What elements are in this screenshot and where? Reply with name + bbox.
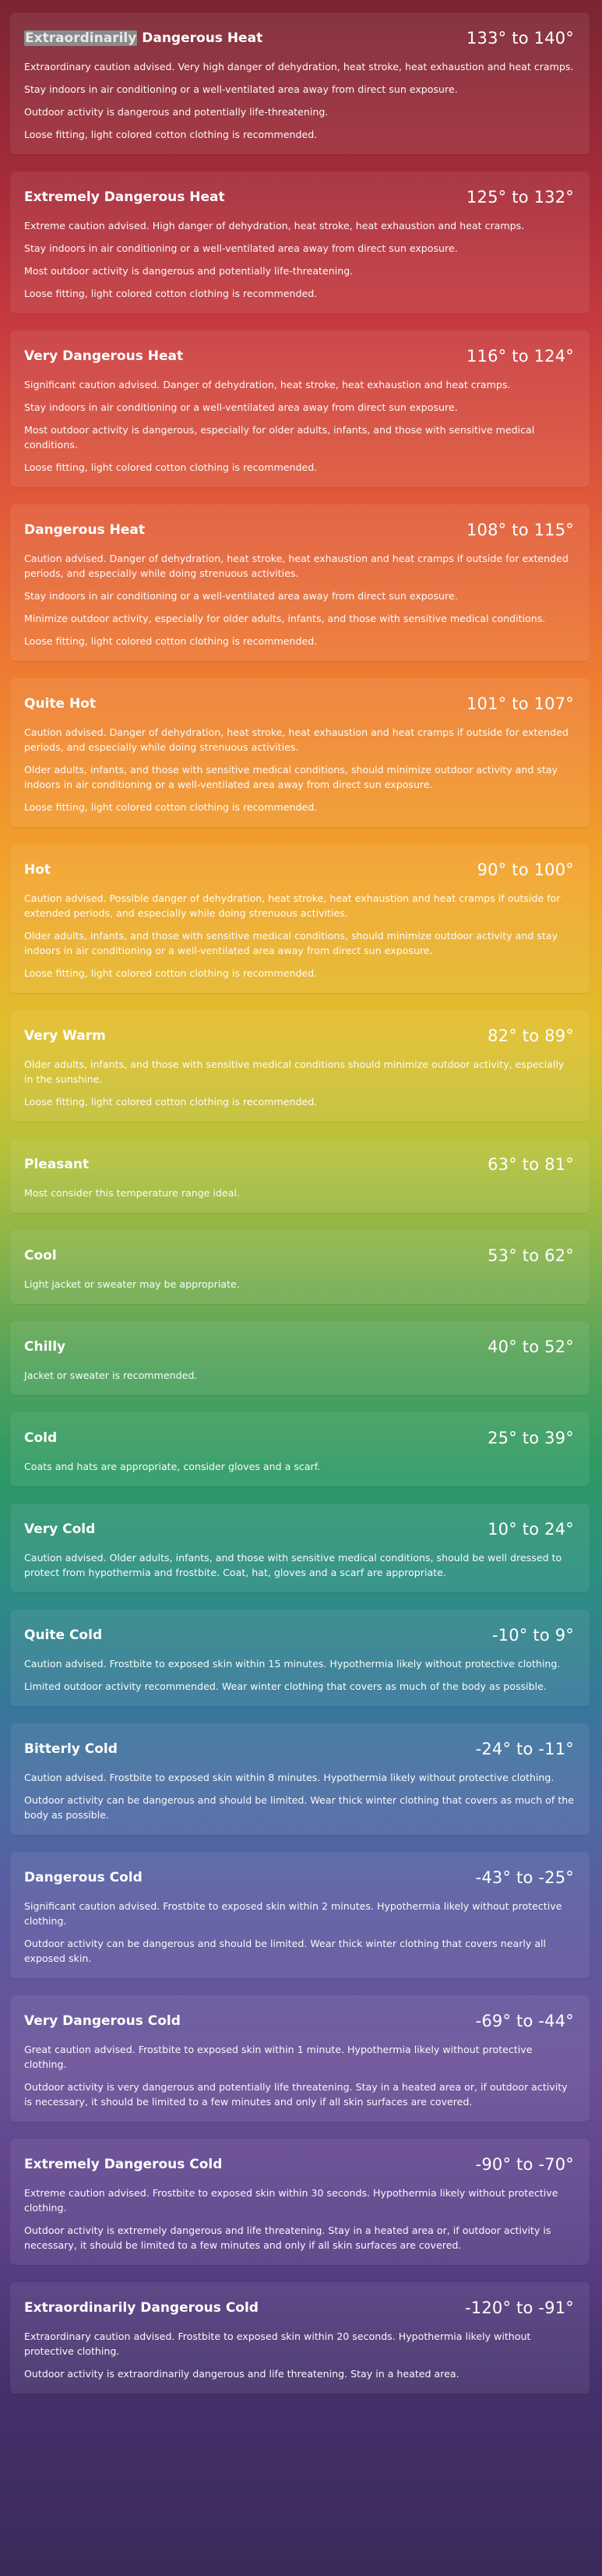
- category-title: Quite Cold: [24, 1627, 103, 1643]
- temperature-category-card: [10, 2282, 590, 2394]
- advisory-text: Significant caution advised. Frostbite to exposed skin within 2 minutes. Hypothermia likely without protective clothing.: [24, 1900, 562, 1927]
- advisory-text: Stay indoors in air conditioning or a well-ventilated area away from direct sun exposure.: [24, 590, 458, 602]
- temperature-range: -10° to 9°: [491, 1626, 574, 1645]
- advisory-text: Most outdoor activity is dangerous and potentially life-threatening.: [24, 265, 354, 277]
- temperature-range: 116° to 124°: [466, 347, 574, 366]
- temperature-category-card: [10, 1723, 590, 1835]
- category-title: Extremely Dangerous Heat: [24, 189, 225, 205]
- temperature-range: 108° to 115°: [466, 521, 574, 539]
- category-title: Quite Hot: [24, 696, 96, 712]
- category-title: Very Dangerous Cold: [24, 2013, 181, 2029]
- category-title: Chilly: [24, 1339, 66, 1355]
- temperature-range: -120° to -91°: [465, 2299, 574, 2317]
- category-title: Extremely Dangerous Cold: [24, 2157, 223, 2172]
- temperature-category-card: [10, 1995, 590, 2122]
- card-header: [24, 1337, 574, 1357]
- advisory-text: Older adults, infants, and those with sensitive medical conditions should minimize outdoor activity, especially in the sunshine.: [24, 1058, 565, 1085]
- advisory-text: Outdoor activity can be dangerous and should be limited. Wear thick winter clothing that covers nearly all exposed skin.: [24, 1938, 547, 1964]
- advisory-text: Limited outdoor activity recommended. Wear winter clothing that covers as much of the body as possible.: [24, 1680, 547, 1692]
- category-title: Hot: [24, 862, 51, 878]
- advisory-text: Caution advised. Frostbite to exposed skin within 8 minutes. Hypothermia likely without protective clothing.: [24, 1772, 554, 1783]
- temperature-category-card: [10, 1412, 590, 1486]
- card-header: [24, 520, 574, 540]
- advisory-text: Loose fitting, light colored cotton clothing is recommended.: [24, 288, 318, 299]
- advisory-text: Loose fitting, light colored cotton clothing is recommended.: [24, 461, 318, 473]
- category-title: Very Dangerous Heat: [24, 348, 184, 364]
- card-header: [24, 694, 574, 714]
- advisory-text: Outdoor activity can be dangerous and should be limited. Wear thick winter clothing that covers as much of the body as possible.: [24, 1794, 574, 1821]
- category-title: Dangerous Cold: [24, 1870, 143, 1885]
- category-title: Bitterly Cold: [24, 1741, 118, 1757]
- advisory-text: Outdoor activity is very dangerous and potentially life threatening. Stay in a heated area or, if outdoor activity is necessary, it should be limited to a few minutes and only if all skin surfaces are covered.: [24, 2081, 568, 2108]
- temperature-range: 82° to 89°: [488, 1027, 574, 1045]
- advisory-text: Extraordinary caution advised. Very high danger of dehydration, heat stroke, heat exhaustion and heat cramps.: [24, 61, 574, 72]
- card-header: [24, 1154, 574, 1175]
- advisory-text: Caution advised. Older adults, infants, and those with sensitive medical conditions, should be well dressed to protect from hypothermia and frostbite. Coat, hat, gloves and a scarf are appropriate.: [24, 1552, 562, 1578]
- advisory-text: Light jacket or sweater may be appropriate.: [24, 1278, 240, 1290]
- advisory-text: Outdoor activity is dangerous and potentially life-threatening.: [24, 106, 329, 118]
- category-title-text: Dangerous Heat: [137, 30, 263, 46]
- temperature-category-card: [10, 2139, 590, 2265]
- temperature-range: 10° to 24°: [488, 1520, 574, 1539]
- temperature-range: 63° to 81°: [488, 1155, 574, 1174]
- category-title: Cool: [24, 1248, 57, 1263]
- temperature-category-card: [10, 330, 590, 487]
- advisory-text: Stay indoors in air conditioning or a well-ventilated area away from direct sun exposure.: [24, 242, 458, 254]
- temperature-range: -24° to -11°: [475, 1740, 574, 1758]
- temperature-range: 53° to 62°: [488, 1246, 574, 1265]
- temperature-category-card: [10, 1010, 590, 1122]
- temperature-range: -69° to -44°: [475, 2012, 574, 2030]
- temperature-range: -43° to -25°: [475, 1868, 574, 1887]
- category-title: Dangerous Heat: [24, 522, 145, 538]
- temperature-category-card: [10, 504, 590, 661]
- advisory-text: Extreme caution advised. Frostbite to exposed skin within 30 seconds. Hypothermia likely without protective clothing.: [24, 2187, 558, 2214]
- temperature-range: 90° to 100°: [477, 860, 574, 879]
- advisory-text: Jacket or sweater is recommended.: [24, 1369, 198, 1381]
- advisory-text: Caution advised. Danger of dehydration, heat stroke, heat exhaustion and heat cramps if outside for extended periods, and especially while doing strenuous activities.: [24, 553, 569, 579]
- temperature-category-card: [10, 1852, 590, 1978]
- advisory-text: Minimize outdoor activity, especially for older adults, infants, and those with sensitive medical conditions.: [24, 613, 546, 624]
- category-title: Very Cold: [24, 1521, 96, 1537]
- temperature-category-card: [10, 1504, 590, 1592]
- temperature-category-card: [10, 844, 590, 993]
- card-header: [24, 2298, 574, 2318]
- temperature-category-card: [10, 171, 590, 313]
- temperature-category-card: [10, 1230, 590, 1304]
- card-header: [24, 1428, 574, 1448]
- advisory-text: Loose fitting, light colored cotton clothing is recommended.: [24, 967, 318, 979]
- category-title: Extraordinarily Dangerous Cold: [24, 2300, 259, 2316]
- advisory-text: Outdoor activity is extremely dangerous and life threatening. Stay in a heated area or, if outdoor activity is necessary, it should be limited to a few minutes and only if all skin surfaces are covered.: [24, 2224, 551, 2251]
- card-header: [24, 1519, 574, 1539]
- card-header: [24, 28, 574, 48]
- advisory-text: Coats and hats are appropriate, consider gloves and a scarf.: [24, 1461, 321, 1472]
- temperature-range: 101° to 107°: [466, 694, 574, 713]
- card-header: [24, 1868, 574, 1888]
- advisory-text: Significant caution advised. Danger of dehydration, heat stroke, heat exhaustion and heat cramps.: [24, 379, 511, 390]
- category-title: [24, 29, 262, 48]
- card-header: [24, 1625, 574, 1645]
- temperature-category-card: [10, 678, 590, 827]
- temperature-range: 40° to 52°: [488, 1337, 574, 1356]
- category-title: Pleasant: [24, 1157, 90, 1172]
- temperature-range: 25° to 39°: [488, 1429, 574, 1447]
- advisory-text: Most outdoor activity is dangerous, especially for older adults, infants, and those with sensitive medical conditions.: [24, 424, 535, 451]
- advisory-text: Loose fitting, light colored cotton clothing is recommended.: [24, 635, 318, 647]
- card-header: [24, 1026, 574, 1046]
- card-header: [24, 1246, 574, 1266]
- card-header: [24, 2011, 574, 2031]
- temperature-category-card: [10, 12, 590, 154]
- temperature-range: 125° to 132°: [466, 188, 574, 207]
- temperature-range: -90° to -70°: [475, 2155, 574, 2174]
- advisory-text: Extreme caution advised. High danger of dehydration, heat stroke, heat exhaustion and heat cramps.: [24, 220, 525, 231]
- advisory-text: Older adults, infants, and those with sensitive medical conditions, should minimize outdoor activity and stay indoors in air conditioning or a well-ventilated area away from direct sun exposure.: [24, 764, 558, 790]
- category-title: Very Warm: [24, 1028, 106, 1044]
- temperature-category-card: [10, 1610, 590, 1706]
- advisory-text: Most consider this temperature range ideal.: [24, 1187, 240, 1199]
- card-header: [24, 346, 574, 366]
- advisory-text: Caution advised. Possible danger of dehydration, heat stroke, heat exhaustion and heat cramps if outside for extended periods, and especially while doing strenuous activities.: [24, 892, 561, 919]
- card-header: [24, 860, 574, 880]
- advisory-text: Great caution advised. Frostbite to exposed skin within 1 minute. Hypothermia likely without protective clothing.: [24, 2044, 533, 2070]
- card-header: [24, 187, 574, 207]
- temperature-category-card: [10, 1321, 590, 1395]
- card-header: [24, 1739, 574, 1759]
- advisory-text: Loose fitting, light colored cotton clothing is recommended.: [24, 129, 318, 140]
- temperature-range: 133° to 140°: [466, 29, 574, 48]
- category-title: Cold: [24, 1430, 58, 1446]
- temperature-category-card: [10, 1139, 590, 1213]
- advisory-text: Loose fitting, light colored cotton clothing is recommended.: [24, 801, 318, 813]
- advisory-text: Loose fitting, light colored cotton clothing is recommended.: [24, 1096, 318, 1108]
- selected-text-highlight: Extraordinarily: [25, 30, 137, 46]
- advisory-text: Caution advised. Frostbite to exposed skin within 15 minutes. Hypothermia likely without protective clothing.: [24, 1658, 561, 1670]
- card-header: [24, 2154, 574, 2175]
- advisory-text: Extraordinary caution advised. Frostbite to exposed skin within 20 seconds. Hypothermia likely without protective clothing.: [24, 2330, 531, 2357]
- advisory-text: Caution advised. Danger of dehydration, heat stroke, heat exhaustion and heat cramps if outside for extended periods, and especially while doing strenuous activities.: [24, 726, 569, 753]
- advisory-text: Stay indoors in air conditioning or a well-ventilated area away from direct sun exposure.: [24, 83, 458, 95]
- advisory-text: Outdoor activity is extraordinarily dangerous and life threatening. Stay in a heated area.: [24, 2368, 459, 2380]
- advisory-text: Older adults, infants, and those with sensitive medical conditions, should minimize outdoor activity and stay indoors in air conditioning or a well-ventilated area away from direct sun exposure.: [24, 930, 558, 956]
- advisory-text: Stay indoors in air conditioning or a well-ventilated area away from direct sun exposure.: [24, 401, 458, 413]
